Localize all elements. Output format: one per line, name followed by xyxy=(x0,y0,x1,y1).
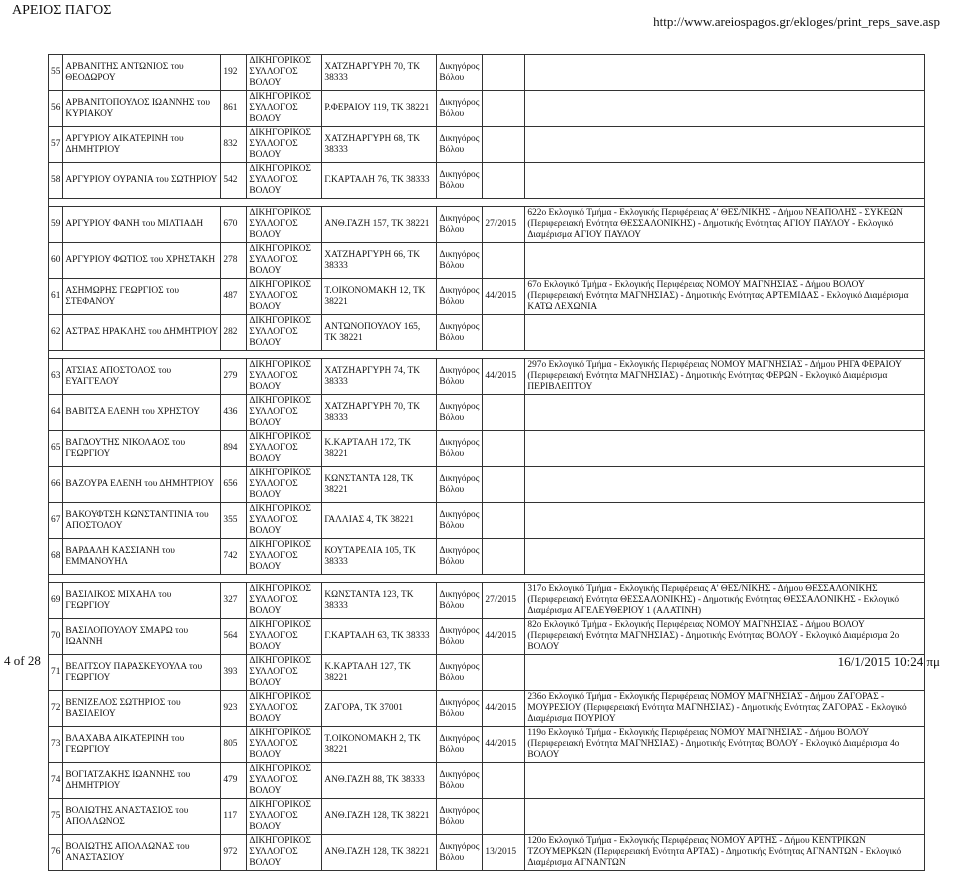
row-decision: 44/2015 xyxy=(483,619,525,655)
page-header-url: http://www.areiospagos.gr/ekloges/print_reps_save.asp xyxy=(653,14,940,29)
row-number: 66 xyxy=(49,467,63,503)
row-registry-number: 355 xyxy=(221,503,247,539)
row-address: ΓΑΛΛΙΑΣ 4, ΤΚ 38221 xyxy=(322,503,437,539)
row-decision xyxy=(483,763,525,799)
row-registry-number: 894 xyxy=(221,431,247,467)
row-address: ΧΑΤΖΗΑΡΓΥΡΗ 70, ΤΚ 38333 xyxy=(322,55,437,91)
table-row xyxy=(49,467,925,503)
row-association: ΔΙΚΗΓΟΡΙΚΟΣ ΣΥΛΛΟΓΟΣ ΒΟΛΟΥ xyxy=(247,467,322,503)
row-name: ΑΣΗΜΩΡΗΣ ΓΕΩΡΓΙΟΣ του ΣΤΕΦΑΝΟΥ xyxy=(63,279,221,315)
row-decision xyxy=(483,539,525,575)
row-address: ΑΝΤΩΝΟΠΟΥΛΟΥ 165, ΤΚ 38221 xyxy=(322,315,437,351)
row-name: ΑΡΒΑΝΙΤΗΣ ΑΝΤΩΝΙΟΣ του ΘΕΟΔΩΡΟΥ xyxy=(63,55,221,91)
row-number: 63 xyxy=(49,359,63,395)
row-registry-number: 117 xyxy=(221,799,247,835)
table-row xyxy=(49,619,925,655)
row-profession: Δικηγόρος Βόλου xyxy=(437,243,483,279)
row-number: 76 xyxy=(49,835,63,871)
row-profession: Δικηγόρος Βόλου xyxy=(437,727,483,763)
row-address: ΧΑΤΖΗΑΡΓΥΡΗ 74, ΤΚ 38333 xyxy=(322,359,437,395)
row-decision xyxy=(483,395,525,431)
row-name: ΒΛΑΧΑΒΑ ΑΙΚΑΤΕΡΙΝΗ του ΓΕΩΡΓΙΟΥ xyxy=(63,727,221,763)
row-number: 58 xyxy=(49,163,63,199)
row-association: ΔΙΚΗΓΟΡΙΚΟΣ ΣΥΛΛΟΓΟΣ ΒΟΛΟΥ xyxy=(247,799,322,835)
table-row xyxy=(49,91,925,127)
row-name: ΒΟΛΙΩΤΗΣ ΑΝΑΣΤΑΣΙΟΣ του ΑΠΟΛΛΩΝΟΣ xyxy=(63,799,221,835)
row-profession: Δικηγόρος Βόλου xyxy=(437,279,483,315)
row-address: ΚΩΝΣΤΑΝΤΑ 128, ΤΚ 38221 xyxy=(322,467,437,503)
row-number: 75 xyxy=(49,799,63,835)
row-polling-station xyxy=(525,395,925,431)
row-name: ΒΑΣΙΛΙΚΟΣ ΜΙΧΑΗΛ του ΓΕΩΡΓΙΟΥ xyxy=(63,583,221,619)
row-polling-station: 317ο Εκλογικό Τμήμα - Εκλογικής Περιφέρειας Α' ΘΕΣ/ΝΙΚΗΣ - Δήμου ΘΕΣΣΑΛΟΝΙΚΗΣ (Περιφερειακή Ενότητα ΘΕΣΣΑΛΟΝΙΚΗΣ) - Δημοτικής Ενότητας ΘΕΣΣΑΛΟΝΙΚΗΣ - Εκλογικό Διαμέρισμα ΑΓΕΛΕΥΘΕΡΙΟΥ 1 (ΑΛΑΤΙΝΗ) xyxy=(525,583,925,619)
row-name: ΑΡΒΑΝΙΤΟΠΟΥΛΟΣ ΙΩΑΝΝΗΣ του ΚΥΡΙΑΚΟΥ xyxy=(63,91,221,127)
table-row xyxy=(49,359,925,395)
candidates-table xyxy=(48,54,925,871)
row-decision xyxy=(483,655,525,691)
row-registry-number: 192 xyxy=(221,55,247,91)
row-association: ΔΙΚΗΓΟΡΙΚΟΣ ΣΥΛΛΟΓΟΣ ΒΟΛΟΥ xyxy=(247,55,322,91)
row-decision: 27/2015 xyxy=(483,207,525,243)
row-name: ΑΡΓΥΡΙΟΥ ΦΑΝΗ του ΜΙΛΤΙΑΔΗ xyxy=(63,207,221,243)
row-number: 59 xyxy=(49,207,63,243)
row-registry-number: 656 xyxy=(221,467,247,503)
row-address: Γ.ΚΑΡΤΑΛΗ 63, ΤΚ 38333 xyxy=(322,619,437,655)
row-association: ΔΙΚΗΓΟΡΙΚΟΣ ΣΥΛΛΟΓΟΣ ΒΟΛΟΥ xyxy=(247,539,322,575)
row-address: ΧΑΤΖΗΑΡΓΥΡΗ 66, ΤΚ 38333 xyxy=(322,243,437,279)
row-registry-number: 487 xyxy=(221,279,247,315)
row-number: 65 xyxy=(49,431,63,467)
row-address: Κ.ΚΑΡΤΑΛΗ 127, ΤΚ 38221 xyxy=(322,655,437,691)
row-address: ΖΑΓΟΡΑ, ΤΚ 37001 xyxy=(322,691,437,727)
row-name: ΑΡΓΥΡΙΟΥ ΦΩΤΙΟΣ του ΧΡΗΣΤΑΚΗ xyxy=(63,243,221,279)
table-row xyxy=(49,243,925,279)
table-row xyxy=(49,799,925,835)
row-association: ΔΙΚΗΓΟΡΙΚΟΣ ΣΥΛΛΟΓΟΣ ΒΟΛΟΥ xyxy=(247,655,322,691)
row-number: 74 xyxy=(49,763,63,799)
row-address: Γ.ΚΑΡΤΑΛΗ 76, ΤΚ 38333 xyxy=(322,163,437,199)
table-row xyxy=(49,431,925,467)
row-profession: Δικηγόρος Βόλου xyxy=(437,799,483,835)
row-address: ΑΝΘ.ΓΑΖΗ 128, ΤΚ 38221 xyxy=(322,835,437,871)
table-row xyxy=(49,127,925,163)
row-association: ΔΙΚΗΓΟΡΙΚΟΣ ΣΥΛΛΟΓΟΣ ΒΟΛΟΥ xyxy=(247,583,322,619)
row-profession: Δικηγόρος Βόλου xyxy=(437,539,483,575)
row-polling-station xyxy=(525,503,925,539)
row-name: ΑΤΣΙΑΣ ΑΠΟΣΤΟΛΟΣ του ΕΥΑΓΓΕΛΟΥ xyxy=(63,359,221,395)
row-profession: Δικηγόρος Βόλου xyxy=(437,315,483,351)
row-registry-number: 278 xyxy=(221,243,247,279)
table-row xyxy=(49,835,925,871)
row-name: ΒΑΡΔΑΛΗ ΚΑΣΣΙΑΝΗ του ΕΜΜΑΝΟΥΗΛ xyxy=(63,539,221,575)
row-association: ΔΙΚΗΓΟΡΙΚΟΣ ΣΥΛΛΟΓΟΣ ΒΟΛΟΥ xyxy=(247,279,322,315)
row-address: ΑΝΘ.ΓΑΖΗ 88, ΤΚ 38333 xyxy=(322,763,437,799)
row-association: ΔΙΚΗΓΟΡΙΚΟΣ ΣΥΛΛΟΓΟΣ ΒΟΛΟΥ xyxy=(247,691,322,727)
row-number: 72 xyxy=(49,691,63,727)
row-decision: 44/2015 xyxy=(483,359,525,395)
row-decision xyxy=(483,467,525,503)
table-row xyxy=(49,691,925,727)
row-decision xyxy=(483,127,525,163)
row-association: ΔΙΚΗΓΟΡΙΚΟΣ ΣΥΛΛΟΓΟΣ ΒΟΛΟΥ xyxy=(247,395,322,431)
row-registry-number: 436 xyxy=(221,395,247,431)
row-polling-station: 297ο Εκλογικό Τμήμα - Εκλογικής Περιφέρειας ΝΟΜΟΥ ΜΑΓΝΗΣΙΑΣ - Δήμου ΡΗΓΑ ΦΕΡΑΙΟΥ (Περιφερειακή Ενότητα ΜΑΓΝΗΣΙΑΣ) - Δημοτικής Ενότητας ΦΕΡΩΝ - Εκλογικό Διαμέρισμα ΠΕΡΙΒΛΕΠΤΟΥ xyxy=(525,359,925,395)
row-number: 67 xyxy=(49,503,63,539)
table-body xyxy=(49,55,925,871)
row-registry-number: 282 xyxy=(221,315,247,351)
row-name: ΒΕΛΙΤΣΟΥ ΠΑΡΑΣΚΕΥΟΥΛΑ του ΓΕΩΡΓΙΟΥ xyxy=(63,655,221,691)
row-profession: Δικηγόρος Βόλου xyxy=(437,763,483,799)
row-registry-number: 832 xyxy=(221,127,247,163)
row-decision: 44/2015 xyxy=(483,279,525,315)
row-association: ΔΙΚΗΓΟΡΙΚΟΣ ΣΥΛΛΟΓΟΣ ΒΟΛΟΥ xyxy=(247,619,322,655)
row-name: ΒΑΚΟΥΦΤΣΗ ΚΩΝΣΤΑΝΤΙΝΙΑ του ΑΠΟΣΤΟΛΟΥ xyxy=(63,503,221,539)
row-separator xyxy=(49,199,925,207)
row-address: Ρ.ΦΕΡΑΙΟΥ 119, ΤΚ 38221 xyxy=(322,91,437,127)
row-association: ΔΙΚΗΓΟΡΙΚΟΣ ΣΥΛΛΟΓΟΣ ΒΟΛΟΥ xyxy=(247,727,322,763)
row-polling-station: 67ο Εκλογικό Τμήμα - Εκλογικής Περιφέρειας ΝΟΜΟΥ ΜΑΓΝΗΣΙΑΣ - Δήμου ΒΟΛΟΥ (Περιφερειακή Ενότητα ΜΑΓΝΗΣΙΑΣ) - Δημοτικής Ενότητας ΑΡΤΕΜΙΔΑΣ - Εκλογικό Διαμέρισμα ΚΑΤΩ ΛΕΧΩΝΙΑ xyxy=(525,279,925,315)
row-polling-station: 622ο Εκλογικό Τμήμα - Εκλογικής Περιφέρειας Α' ΘΕΣ/ΝΙΚΗΣ - Δήμου ΝΕΑΠΟΛΗΣ - ΣΥΚΕΩΝ (Περιφερειακή Ενότητα ΘΕΣΣΑΛΟΝΙΚΗΣ) - Δημοτικής Ενότητας ΑΓΙΟΥ ΠΑΥΛΟΥ - Εκλογικό Διαμέρισμα ΑΓΙΟΥ ΠΑΥΛΟΥ xyxy=(525,207,925,243)
table-row xyxy=(49,503,925,539)
row-polling-station xyxy=(525,127,925,163)
row-decision: 13/2015 xyxy=(483,835,525,871)
row-association: ΔΙΚΗΓΟΡΙΚΟΣ ΣΥΛΛΟΓΟΣ ΒΟΛΟΥ xyxy=(247,431,322,467)
row-address: Τ.ΟΙΚΟΝΟΜΑΚΗ 2, ΤΚ 38221 xyxy=(322,727,437,763)
row-profession: Δικηγόρος Βόλου xyxy=(437,431,483,467)
row-association: ΔΙΚΗΓΟΡΙΚΟΣ ΣΥΛΛΟΓΟΣ ΒΟΛΟΥ xyxy=(247,127,322,163)
row-polling-station xyxy=(525,763,925,799)
row-polling-station xyxy=(525,243,925,279)
row-polling-station xyxy=(525,799,925,835)
row-profession: Δικηγόρος Βόλου xyxy=(437,163,483,199)
row-name: ΒΑΣΙΛΟΠΟΥΛΟΥ ΣΜΑΡΩ του ΙΩΑΝΝΗ xyxy=(63,619,221,655)
row-registry-number: 670 xyxy=(221,207,247,243)
row-decision xyxy=(483,243,525,279)
row-registry-number: 327 xyxy=(221,583,247,619)
row-decision xyxy=(483,163,525,199)
row-decision xyxy=(483,799,525,835)
row-association: ΔΙΚΗΓΟΡΙΚΟΣ ΣΥΛΛΟΓΟΣ ΒΟΛΟΥ xyxy=(247,315,322,351)
row-registry-number: 972 xyxy=(221,835,247,871)
row-profession: Δικηγόρος Βόλου xyxy=(437,691,483,727)
row-registry-number: 923 xyxy=(221,691,247,727)
row-registry-number: 393 xyxy=(221,655,247,691)
row-name: ΒΑΒΙΤΣΑ ΕΛΕΝΗ του ΧΡΗΣΤΟΥ xyxy=(63,395,221,431)
row-decision xyxy=(483,315,525,351)
row-address: ΧΑΤΖΗΑΡΓΥΡΗ 68, ΤΚ 38333 xyxy=(322,127,437,163)
row-number: 61 xyxy=(49,279,63,315)
row-profession: Δικηγόρος Βόλου xyxy=(437,583,483,619)
row-registry-number: 479 xyxy=(221,763,247,799)
row-separator xyxy=(49,575,925,583)
row-profession: Δικηγόρος Βόλου xyxy=(437,835,483,871)
row-registry-number: 279 xyxy=(221,359,247,395)
row-registry-number: 861 xyxy=(221,91,247,127)
row-polling-station xyxy=(525,431,925,467)
row-registry-number: 542 xyxy=(221,163,247,199)
table-row xyxy=(49,727,925,763)
row-polling-station: 120ο Εκλογικό Τμήμα - Εκλογικής Περιφέρειας ΝΟΜΟΥ ΑΡΤΗΣ - Δήμου ΚΕΝΤΡΙΚΩΝ ΤΖΟΥΜΕΡΚΩΝ (Περιφερειακή Ενότητα ΑΡΤΑΣ) - Δημοτικής Ενότητας ΑΓΝΑΝΤΩΝ - Εκλογικό Διαμέρισμα ΑΓΝΑΝΤΩΝ xyxy=(525,835,925,871)
row-polling-station: 236ο Εκλογικό Τμήμα - Εκλογικής Περιφέρειας ΝΟΜΟΥ ΜΑΓΝΗΣΙΑΣ - Δήμου ΖΑΓΟΡΑΣ - ΜΟΥΡΕΣΙΟΥ (Περιφερειακή Ενότητα ΜΑΓΝΗΣΙΑΣ) - Δημοτικής Ενότητας ΖΑΓΟΡΑΣ - Εκλογικό Διαμέρισμα ΠΟΥΡΙΟΥ xyxy=(525,691,925,727)
table-row xyxy=(49,315,925,351)
row-number: 56 xyxy=(49,91,63,127)
table-row xyxy=(49,55,925,91)
row-number: 60 xyxy=(49,243,63,279)
row-polling-station xyxy=(525,539,925,575)
row-number: 57 xyxy=(49,127,63,163)
row-association: ΔΙΚΗΓΟΡΙΚΟΣ ΣΥΛΛΟΓΟΣ ΒΟΛΟΥ xyxy=(247,243,322,279)
table-row xyxy=(49,395,925,431)
row-registry-number: 742 xyxy=(221,539,247,575)
table-row xyxy=(49,539,925,575)
row-registry-number: 564 xyxy=(221,619,247,655)
row-number: 71 xyxy=(49,655,63,691)
row-decision xyxy=(483,91,525,127)
row-profession: Δικηγόρος Βόλου xyxy=(437,395,483,431)
row-name: ΒΑΖΟΥΡΑ ΕΛΕΝΗ του ΔΗΜΗΤΡΙΟΥ xyxy=(63,467,221,503)
row-polling-station: 119ο Εκλογικό Τμήμα - Εκλογικής Περιφέρειας ΝΟΜΟΥ ΜΑΓΝΗΣΙΑΣ - Δήμου ΒΟΛΟΥ (Περιφερειακή Ενότητα ΜΑΓΝΗΣΙΑΣ) - Δημοτικής Ενότητας ΒΟΛΟΥ - Εκλογικό Διαμέρισμα 4ο ΒΟΛΟΥ xyxy=(525,727,925,763)
row-decision xyxy=(483,503,525,539)
row-association: ΔΙΚΗΓΟΡΙΚΟΣ ΣΥΛΛΟΓΟΣ ΒΟΛΟΥ xyxy=(247,207,322,243)
row-polling-station xyxy=(525,91,925,127)
row-decision xyxy=(483,55,525,91)
page-header-title: ΑΡΕΙΟΣ ΠΑΓΟΣ xyxy=(12,3,112,18)
table-row xyxy=(49,583,925,619)
row-address: Κ.ΚΑΡΤΑΛΗ 172, ΤΚ 38221 xyxy=(322,431,437,467)
row-profession: Δικηγόρος Βόλου xyxy=(437,619,483,655)
row-address: ΧΑΤΖΗΑΡΓΥΡΗ 70, ΤΚ 38333 xyxy=(322,395,437,431)
row-number: 62 xyxy=(49,315,63,351)
row-name: ΒΕΝΙΖΕΛΟΣ ΣΩΤΗΡΙΟΣ του ΒΑΣΙΛΕΙΟΥ xyxy=(63,691,221,727)
row-address: Τ.ΟΙΚΟΝΟΜΑΚΗ 12, ΤΚ 38221 xyxy=(322,279,437,315)
row-registry-number: 805 xyxy=(221,727,247,763)
row-polling-station xyxy=(525,315,925,351)
row-profession: Δικηγόρος Βόλου xyxy=(437,503,483,539)
row-number: 55 xyxy=(49,55,63,91)
table-row xyxy=(49,163,925,199)
print-datetime: 16/1/2015 10:24 πμ xyxy=(837,654,940,669)
row-association: ΔΙΚΗΓΟΡΙΚΟΣ ΣΥΛΛΟΓΟΣ ΒΟΛΟΥ xyxy=(247,91,322,127)
table-row xyxy=(49,655,925,691)
row-profession: Δικηγόρος Βόλου xyxy=(437,55,483,91)
row-address: ΚΩΝΣΤΑΝΤΑ 123, ΤΚ 38333 xyxy=(322,583,437,619)
table-row xyxy=(49,763,925,799)
table-row xyxy=(49,279,925,315)
row-profession: Δικηγόρος Βόλου xyxy=(437,655,483,691)
row-profession: Δικηγόρος Βόλου xyxy=(437,127,483,163)
row-profession: Δικηγόρος Βόλου xyxy=(437,207,483,243)
row-number: 69 xyxy=(49,583,63,619)
row-association: ΔΙΚΗΓΟΡΙΚΟΣ ΣΥΛΛΟΓΟΣ ΒΟΛΟΥ xyxy=(247,359,322,395)
row-name: ΒΑΓΔΟΥΤΗΣ ΝΙΚΟΛΑΟΣ του ΓΕΩΡΓΙΟΥ xyxy=(63,431,221,467)
row-polling-station xyxy=(525,467,925,503)
row-polling-station xyxy=(525,163,925,199)
row-name: ΒΟΓΙΑΤΖΑΚΗΣ ΙΩΑΝΝΗΣ του ΔΗΜΗΤΡΙΟΥ xyxy=(63,763,221,799)
row-association: ΔΙΚΗΓΟΡΙΚΟΣ ΣΥΛΛΟΓΟΣ ΒΟΛΟΥ xyxy=(247,763,322,799)
row-decision: 27/2015 xyxy=(483,583,525,619)
row-separator xyxy=(49,351,925,359)
row-profession: Δικηγόρος Βόλου xyxy=(437,91,483,127)
row-address: ΚΟΥΤΑΡΕΛΙΑ 105, ΤΚ 38333 xyxy=(322,539,437,575)
row-profession: Δικηγόρος Βόλου xyxy=(437,359,483,395)
row-number: 68 xyxy=(49,539,63,575)
row-name: ΑΡΓΥΡΙΟΥ ΟΥΡΑΝΙΑ του ΣΩΤΗΡΙΟΥ xyxy=(63,163,221,199)
row-address: ΑΝΘ.ΓΑΖΗ 128, ΤΚ 38221 xyxy=(322,799,437,835)
row-association: ΔΙΚΗΓΟΡΙΚΟΣ ΣΥΛΛΟΓΟΣ ΒΟΛΟΥ xyxy=(247,163,322,199)
row-polling-station xyxy=(525,55,925,91)
row-decision: 44/2015 xyxy=(483,727,525,763)
row-association: ΔΙΚΗΓΟΡΙΚΟΣ ΣΥΛΛΟΓΟΣ ΒΟΛΟΥ xyxy=(247,835,322,871)
row-decision xyxy=(483,431,525,467)
row-name: ΒΟΛΙΩΤΗΣ ΑΠΟΛΛΩΝΑΣ του ΑΝΑΣΤΑΣΙΟΥ xyxy=(63,835,221,871)
page-counter: 4 of 28 xyxy=(4,653,41,668)
row-profession: Δικηγόρος Βόλου xyxy=(437,467,483,503)
row-name: ΑΣΤΡΑΣ ΗΡΑΚΛΗΣ του ΔΗΜΗΤΡΙΟΥ xyxy=(63,315,221,351)
row-number: 70 xyxy=(49,619,63,655)
row-decision: 44/2015 xyxy=(483,691,525,727)
row-number: 64 xyxy=(49,395,63,431)
row-name: ΑΡΓΥΡΙΟΥ ΑΙΚΑΤΕΡΙΝΗ του ΔΗΜΗΤΡΙΟΥ xyxy=(63,127,221,163)
row-association: ΔΙΚΗΓΟΡΙΚΟΣ ΣΥΛΛΟΓΟΣ ΒΟΛΟΥ xyxy=(247,503,322,539)
row-address: ΑΝΘ.ΓΑΖΗ 157, ΤΚ 38221 xyxy=(322,207,437,243)
row-polling-station: 82ο Εκλογικό Τμήμα - Εκλογικής Περιφέρειας ΝΟΜΟΥ ΜΑΓΝΗΣΙΑΣ - Δήμου ΒΟΛΟΥ (Περιφερειακή Ενότητα ΜΑΓΝΗΣΙΑΣ) - Δημοτικής Ενότητας ΒΟΛΟΥ - Εκλογικό Διαμέρισμα 2ο ΒΟΛΟΥ xyxy=(525,619,925,655)
row-number: 73 xyxy=(49,727,63,763)
table-row xyxy=(49,207,925,243)
